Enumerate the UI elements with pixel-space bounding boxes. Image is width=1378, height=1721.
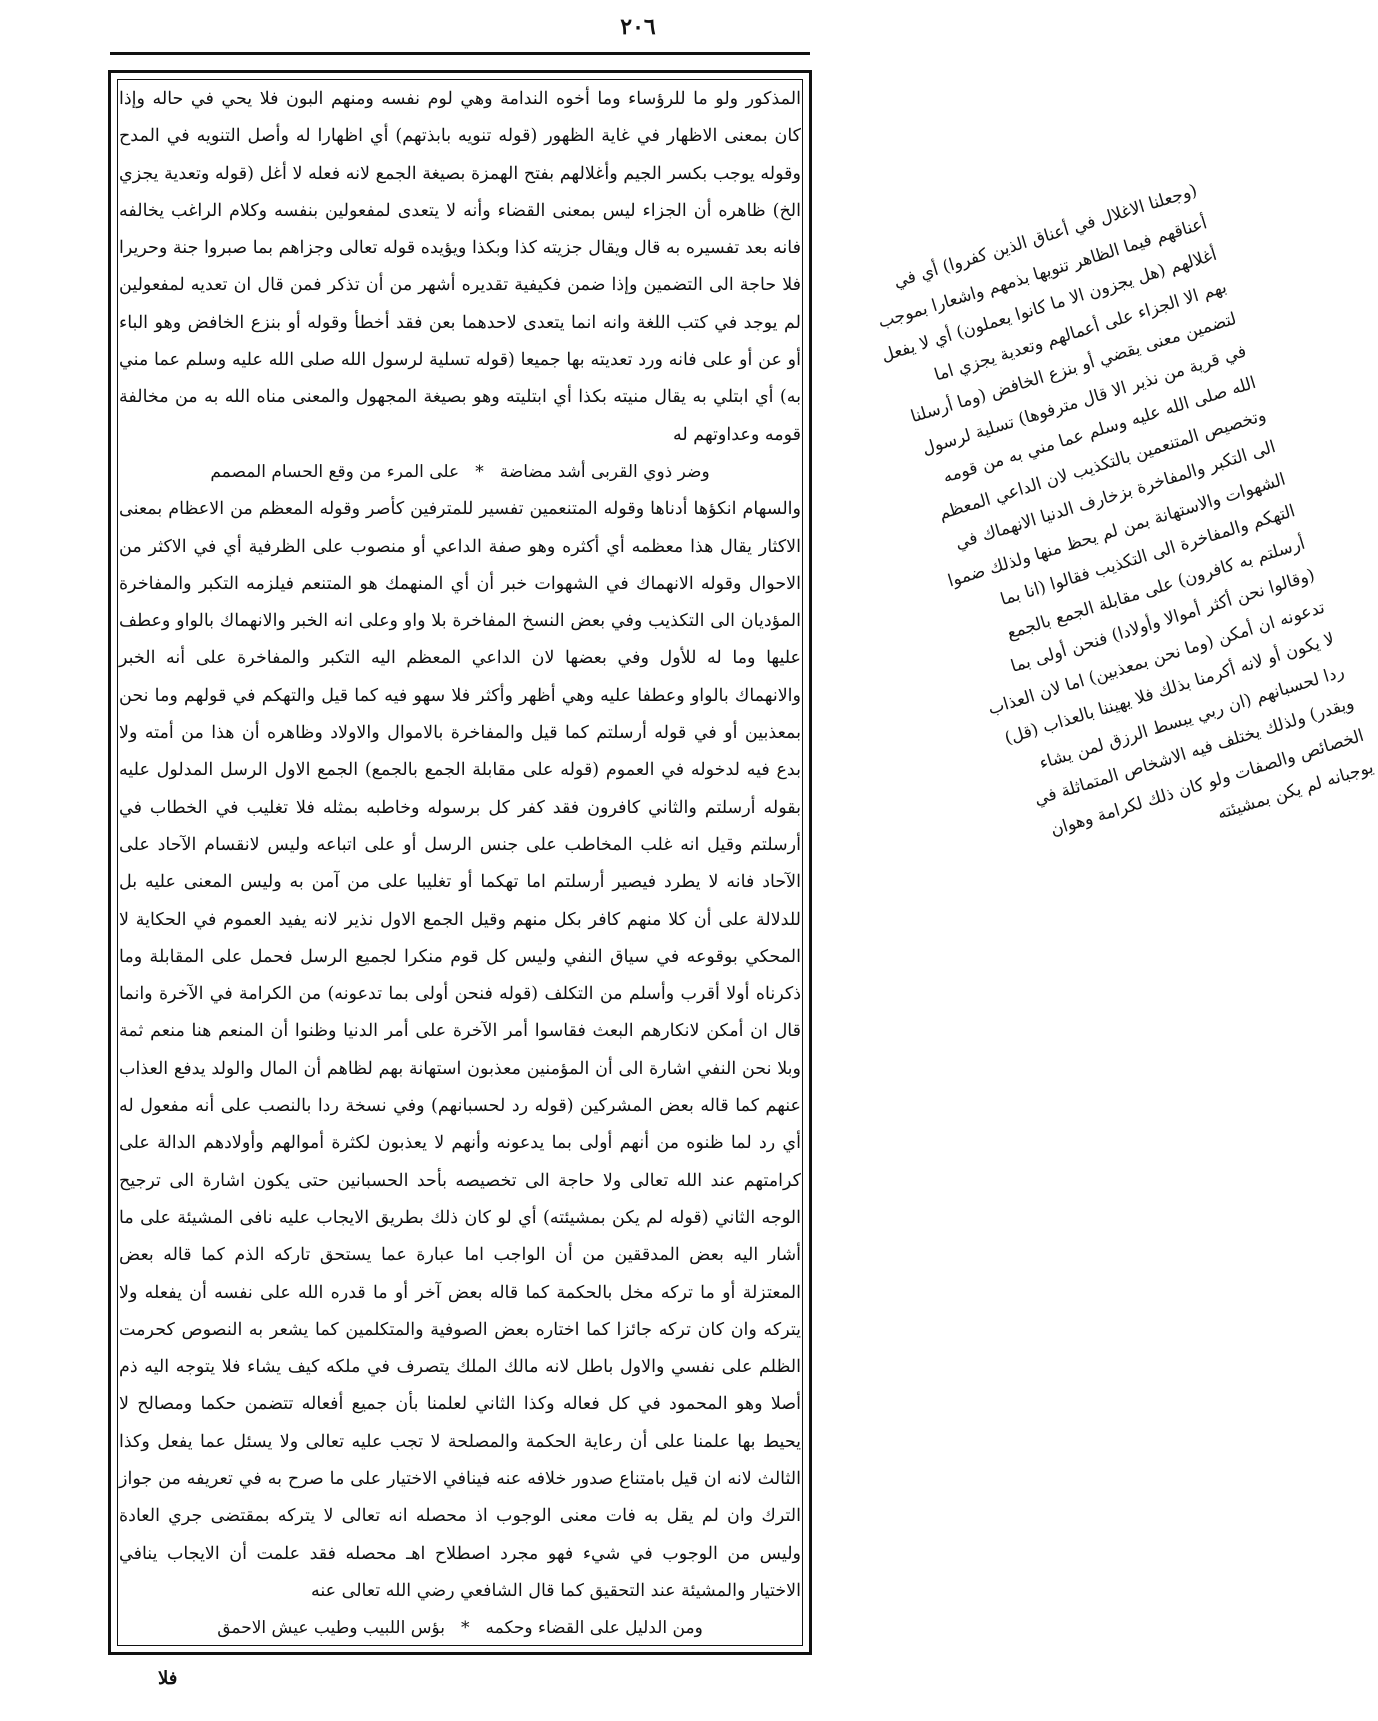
commentary-paragraph: المذكور ولو ما للرؤساء وما أخوه الندامة وهي لوم نفسه ومنهم البون فلا يحي في حاله وإذا كان بمعنى الاظهار في غاية الظهور (قوله تنويه بابذتهم) أي اظهارا له وأصل التنويه في المدح وقوله يوجب بكسر الجيم وأغلالهم بفتح الهمزة بصيغة الجمع لانه فعله لا أغل (قوله وتعدية يجزي الخ) ظاهره أن الجزاء ليس بمعنى القضاء وأنه لا يتعدى لمفعولين بنفسه وكلام الراغب يخالفه فانه بعد تفسيره به قال ويقال جزيته كذا وبكذا ويؤيده قوله تعالى وجزاهم بما صبروا جنة وحريرا فلا حاجة الى التضمين وإذا ضمن فكيفية تقديره أشهر من أن تذكر فمن قال ان تعديه لمفعولين لم يوجد في كتب اللغة وانه انما يتعدى لاحدهما بعن فقد أخطأ وقوله أو بنزع الخافض وهو الباء أو عن أو على فانه ورد تعديته بها جميعا (قوله تسلية لرسول الله صلى الله عليه وسلم عما مني به) أي ابتلي به يقال منيته بكذا أي ابتليته وهو بصيغة المجهول والمعنى مناه الله به من مخالفة قومه وعداوتهم له: [119, 89, 801, 445]
main-text-frame: [108, 70, 812, 1655]
verse-separator: *: [461, 1618, 470, 1639]
verse-hemistich-left: بؤس اللبيب وطيب عيش الاحمق: [217, 1618, 445, 1639]
catchword: فلا: [158, 1668, 178, 1689]
verse-hemistich-right: ومن الدليل على القضاء وحكمه: [485, 1618, 703, 1639]
commentary-paragraph: والسهام انكؤها أدناها وقوله المتنعمين تفسير للمترفين كأصر وقوله المعظم من الاعظام بمعنى الاكثار يقال هذا معظمه أي أكثره وهو صفة الداعي أو منصوب على الظرفية أي في الاكثر من الاحوال وقوله الانهماك في الشهوات خبر أن أي المنهمك هو المتنعم فيلزمه التكبر والمفاخرة المؤديان الى التكذيب وفي بعض النسخ المفاخرة بلا واو وعلى انه الخبر والانهماك بالواو وعطف عليها وما له للأول وفي بعضها لان الداعي المعظم اليه التكبر والمفاخرة على أنه الخبر والانهماك بالواو وعطفا عليه وهي أظهر وأكثر فلا سهو فيه كما قيل والتهكم في قولهم وما نحن بمعذبين أو في قوله أرسلتم كما قيل والمفاخرة بالاموال والاولاد وظاهره أن هذا من أمته ولا بدع فيه لدخوله في العموم (قوله على مقابلة الجمع بالجمع) الجمع الاول الرسل المدلول عليه بقوله أرسلتم والثاني كافرون فقد كفر كل برسوله وخاطبه بمثله فلا تغليب في الخطاب في أرسلتم وقيل انه غلب المخاطب على جنس الرسل أو على اتباعه وليس لانقسام الآحاد على الآحاد فانه لا يطرد فيصير أرسلتم اما تهكما أو تغليبا على من آمن به وليس المعنى عليه بل للدلالة على أن كلا منهم كافر بكل منهم وقيل الجمع الاول نذير لانه يفيد العموم في الحكاية لا المحكي بوقوعه في سياق النفي وليس كل قوم منكرا لجميع الرسل فحمل على المقابلة وما ذكرناه أولا أقرب وأسلم من التكلف (قوله فنحن أولى بما تدعونه) من الكرامة في الآخرة وانما قال ان أمكن لانكارهم البعث فقاسوا أمر الآخرة على أمر الدنيا وظنوا أن المنعم هنا منعم ثمة وبلا نحن النفي اشارة الى أن المؤمنين معذبون استهانة بهم لظاهم أن المال والولد يدفع العذاب عنهم كما قاله بعض المشركين (قوله رد لحسبانهم) وفي نسخة ردا بالنصب على أنه مفعول له أي رد لما ظنوه من أنهم أولى بما يدعونه وأنهم لا يعذبون لكثرة أموالهم وأولادهم الدالة على كرامتهم عند الله تعالى ولا حاجة الى تخصيصه بأحد الحسبانين حتى يكون اشارة الى ترجيح الوجه الثاني (قوله لم يكن بمشيئته) أي لو كان ذلك بطريق الايجاب عليه نافى المشيئة على ما أشار اليه بعض المدققين من أن الواجب اما عبارة عما يستحق تاركه الذم كما قاله بعض المعتزلة أو ما تركه مخل بالحكمة كما قاله بعض آخر أو ما قدره الله على نفسه أن يفعله ولا يتركه وان كان تركه جائزا كما اختاره بعض الصوفية والمتكلمين كما يشعر به النصوص كحرمت الظلم على نفسي والاول باطل لانه مالك الملك يتصرف في ملكه كيف يشاء فلا يتوجه اليه ذم أصلا وهو المحمود في كل فعاله وكذا الثاني لعلمنا بأن جميع أفعاله تتضمن حكما ومصالح لا يحيط بها علمنا على أن رعاية الحكمة والمصلحة لا تجب عليه تعالى ولا يسئل عما يفعل وكذا الثالث لانه ان قيل بامتناع صدور خلافه عنه فينافي الاختيار على ما صرح به في تعريفه من جواز الترك وان لم يقل به فات معنى الوجوب اذ محصله انه تعالى لا يتركه بمقتضى جري العادة وليس من الوجوب في شيء فهو مجرد اصطلاح اهـ محصله فقد علمت أن الايجاب ينافي الاختيار والمشيئة عند التحقيق كما قال الشافعي رضي الله تعالى عنه: [119, 499, 801, 1601]
page-number: ٢٠٦: [620, 14, 656, 40]
poetry-verse: [119, 1610, 801, 1647]
verse-hemistich-right: وضر ذوي القربى أشد مضاضة: [499, 461, 710, 482]
main-commentary: [119, 81, 801, 1644]
margin-commentary: (وجعلنا الاغلال في أعناق الذين كفروا) أي في أعناقهم فيما الظاهر تنويها بذمهم واشعارا بموجب أغلالهم (هل يجزون الا ما كانوا يعملون) أي لا يفعل بهم الا الجزاء على أعمالهم وتعدية يجزي اما لتضمين معنى يقضي أو بنزع الخافض (وما أرسلنا في قرية من نذير الا قال مترفوها) تسلية لرسول الله صلى الله عليه وسلم عما مني به من قومه وتخصيص المتنعمين بالتكذيب لان الداعي المعظم الى التكبر والمفاخرة بزخارف الدنيا الانهماك في الشهوات والاستهانة بمن لم يحظ منها ولذلك ضموا التهكم والمفاخرة الى التكذيب فقالوا (انا بما أرسلتم به كافرون) على مقابلة الجمع بالجمع (وقالوا نحن أكثر أموالا وأولادا) فنحن أولى بما تدعونه ان أمكن (وما نحن بمعذبين) اما لان العذاب لا يكون أو لانه أكرمنا بذلك فلا يهيننا بالعذاب (قل) ردا لحسبانهم (ان ربي يبسط الرزق لمن يشاء ويقدر) ولذلك يختلف فيه الاشخاص المتماثلة في الخصائص والصفات ولو كان ذلك لكرامة وهوان يوجبانه لم يكن بمشيئته: [875, 180, 1376, 840]
verse-separator: *: [475, 461, 484, 482]
poetry-verse: [119, 454, 801, 491]
header-rule: [110, 52, 810, 55]
verse-hemistich-left: على المرء من وقع الحسام المصمم: [210, 461, 460, 482]
